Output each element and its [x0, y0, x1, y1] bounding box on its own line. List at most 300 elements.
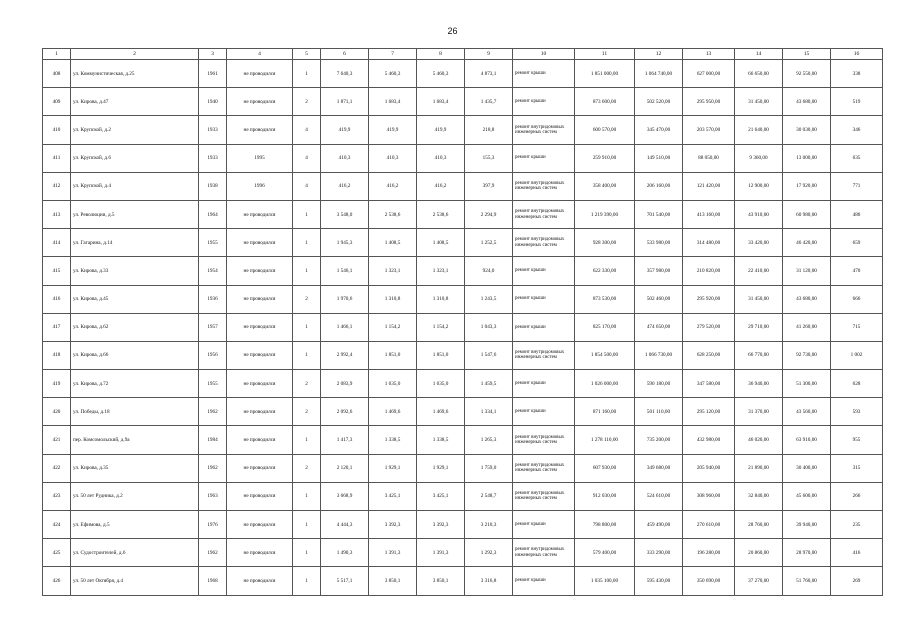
table-cell: 1964: [199, 200, 227, 228]
table-cell: 2: [293, 398, 321, 426]
table-cell: 409: [43, 88, 71, 116]
table-cell: 33 420,00: [735, 229, 783, 257]
table-cell: 315: [831, 454, 883, 482]
table-cell: 279 520,00: [683, 313, 735, 341]
table-cell: 1 391,3: [369, 539, 417, 567]
column-header: 10: [513, 49, 575, 60]
table-cell: 43 680,00: [783, 285, 831, 313]
table-cell: 1 635,0: [369, 370, 417, 398]
table-cell: 4: [293, 172, 321, 200]
table-cell: 1 469,6: [417, 398, 465, 426]
table-cell: 338: [831, 60, 883, 88]
table-cell: 1976: [199, 511, 227, 539]
table-cell: 421: [43, 426, 71, 454]
table-cell: 350 690,00: [683, 567, 735, 595]
table-row: [43, 88, 883, 116]
table-cell: ремонт внутридомовых инженерных систем: [513, 482, 575, 510]
table-cell: 1 338,5: [417, 426, 465, 454]
table-cell: 31 450,00: [735, 285, 783, 313]
table-cell: 1: [293, 511, 321, 539]
table-cell: 1 278 110,00: [575, 426, 635, 454]
table-cell: 45 600,00: [783, 482, 831, 510]
table-cell: ул. Кирова, д.45: [71, 285, 199, 313]
table-cell: 426: [43, 567, 71, 595]
table-cell: 871 160,00: [575, 398, 635, 426]
table-cell: 345 470,00: [635, 116, 683, 144]
table-cell: 7 640,3: [321, 60, 369, 88]
table-cell: ремонт крыши: [513, 567, 575, 595]
housing-repair-table: [42, 48, 883, 596]
table-cell: 1 970,6: [321, 285, 369, 313]
table-cell: 17 920,00: [783, 172, 831, 200]
table-cell: 2 548,7: [465, 482, 513, 510]
table-cell: 210 820,00: [683, 257, 735, 285]
table-cell: не проводился: [227, 511, 293, 539]
table-cell: 314 480,00: [683, 229, 735, 257]
table-cell: 635: [831, 144, 883, 172]
table-cell: 21 890,00: [735, 454, 783, 482]
table-cell: 413: [43, 200, 71, 228]
table-cell: 31 450,00: [735, 88, 783, 116]
table-cell: ремонт крыши: [513, 511, 575, 539]
table-cell: ул. Кирова, д.72: [71, 370, 199, 398]
column-header: 12: [635, 49, 683, 60]
table-cell: 459 490,00: [635, 511, 683, 539]
table-cell: 1954: [199, 257, 227, 285]
table-cell: 628 250,00: [683, 341, 735, 369]
table-cell: пер. Комсомольский, д.9а: [71, 426, 199, 454]
table-cell: 2 083,9: [321, 370, 369, 398]
column-header: 4: [227, 49, 293, 60]
table-cell: ул. Кирова, д.62: [71, 313, 199, 341]
table-cell: 2 538,6: [417, 200, 465, 228]
column-header: 11: [575, 49, 635, 60]
table-cell: 715: [831, 313, 883, 341]
column-header: 7: [369, 49, 417, 60]
table-cell: 46 020,00: [735, 426, 783, 454]
table-cell: 28 760,00: [735, 511, 783, 539]
table-cell: не проводился: [227, 398, 293, 426]
table-row: [43, 539, 883, 567]
table-cell: 1936: [199, 285, 227, 313]
table-cell: 1: [293, 341, 321, 369]
table-cell: 43 560,00: [783, 398, 831, 426]
table-cell: 419,9: [321, 116, 369, 144]
table-cell: ремонт внутридомовых инженерных систем: [513, 200, 575, 228]
table-cell: 30 400,00: [783, 454, 831, 482]
table-cell: 28 970,00: [783, 539, 831, 567]
table-row: [43, 398, 883, 426]
table-cell: 3 850,1: [417, 567, 465, 595]
table-cell: 2: [293, 88, 321, 116]
table-cell: 408: [43, 60, 71, 88]
table-cell: 470: [831, 257, 883, 285]
table-cell: 196 280,00: [683, 539, 735, 567]
table-cell: ремонт крыши: [513, 144, 575, 172]
table-cell: 1 066 730,00: [635, 341, 683, 369]
table-cell: не проводился: [227, 426, 293, 454]
table-cell: 3 392,3: [417, 511, 465, 539]
table-cell: 1 851 000,00: [575, 60, 635, 88]
table-cell: 600 570,00: [575, 116, 635, 144]
table-cell: 1 026 000,00: [575, 370, 635, 398]
table-cell: не проводился: [227, 482, 293, 510]
table-cell: 333 290,00: [635, 539, 683, 567]
table-cell: 31 370,00: [735, 398, 783, 426]
table-cell: 37 270,00: [735, 567, 783, 595]
column-header: 15: [783, 49, 831, 60]
table-cell: ул. Ефимова, д.5: [71, 511, 199, 539]
table-cell: 41 260,00: [783, 313, 831, 341]
table-cell: 412: [43, 172, 71, 200]
table-cell: 2: [293, 285, 321, 313]
table-cell: 480: [831, 200, 883, 228]
table-cell: 417: [43, 313, 71, 341]
table-cell: 4 873,1: [465, 60, 513, 88]
table-cell: ул. Революции, д.5: [71, 200, 199, 228]
table-cell: 3 392,3: [369, 511, 417, 539]
table-cell: 3 425,1: [417, 482, 465, 510]
table-cell: 3 425,1: [369, 482, 417, 510]
table-cell: 593: [831, 398, 883, 426]
table-cell: не проводился: [227, 116, 293, 144]
table-cell: 912 030,00: [575, 482, 635, 510]
table-cell: 771: [831, 172, 883, 200]
table-cell: 1: [293, 200, 321, 228]
table-cell: 2 294,9: [465, 200, 513, 228]
table-cell: 422: [43, 454, 71, 482]
table-cell: 474 650,00: [635, 313, 683, 341]
column-header: 5: [293, 49, 321, 60]
table-cell: 266: [831, 482, 883, 510]
table-cell: 60 980,00: [783, 200, 831, 228]
table-cell: 1 871,1: [321, 88, 369, 116]
table-cell: 22 410,00: [735, 257, 783, 285]
table-cell: 1984: [199, 426, 227, 454]
table-cell: 955: [831, 426, 883, 454]
table-cell: 415: [43, 257, 71, 285]
table-cell: 1 154,2: [417, 313, 465, 341]
table-cell: 1933: [199, 116, 227, 144]
table-cell: ремонт крыши: [513, 370, 575, 398]
table-cell: 21 640,00: [735, 116, 783, 144]
table-row: [43, 511, 883, 539]
table-cell: 533 980,00: [635, 229, 683, 257]
table-row: [43, 341, 883, 369]
table-cell: 1938: [199, 172, 227, 200]
column-header: 6: [321, 49, 369, 60]
table-cell: 2: [293, 370, 321, 398]
table-cell: 1995: [227, 144, 293, 172]
table-cell: 295 950,00: [683, 88, 735, 116]
table-cell: 295 120,00: [683, 398, 735, 426]
table-cell: 1 265,3: [465, 426, 513, 454]
table-cell: 1962: [199, 454, 227, 482]
table-row: [43, 285, 883, 313]
table-cell: 701 540,00: [635, 200, 683, 228]
table-cell: 627 000,00: [683, 60, 735, 88]
table-cell: 1955: [199, 370, 227, 398]
column-header: 3: [199, 49, 227, 60]
table-cell: ремонт внутридомовых инженерных систем: [513, 172, 575, 200]
table-cell: 1 490,3: [321, 539, 369, 567]
table-cell: 259 910,00: [575, 144, 635, 172]
table-cell: 3 668,9: [321, 482, 369, 510]
table-cell: 1: [293, 426, 321, 454]
table-cell: 121 420,00: [683, 172, 735, 200]
table-cell: 66 770,00: [735, 341, 783, 369]
table-cell: 432 980,00: [683, 426, 735, 454]
table-cell: 1 338,5: [369, 426, 417, 454]
table-cell: 5 517,1: [321, 567, 369, 595]
table-cell: ремонт крыши: [513, 88, 575, 116]
table-cell: 1 391,3: [417, 539, 465, 567]
table-cell: 31 120,00: [783, 257, 831, 285]
table-cell: 1956: [199, 341, 227, 369]
table-cell: 2 120,1: [321, 454, 369, 482]
table-cell: 1962: [199, 539, 227, 567]
table-cell: 413 160,00: [683, 200, 735, 228]
table-cell: 519: [831, 88, 883, 116]
table-cell: 1: [293, 567, 321, 595]
table-cell: ремонт внутридомовых инженерных систем: [513, 341, 575, 369]
table-cell: 411: [43, 144, 71, 172]
table-cell: 1 408,5: [369, 229, 417, 257]
table-row: [43, 426, 883, 454]
table-cell: 628: [831, 370, 883, 398]
table-cell: 659: [831, 229, 883, 257]
table-cell: 1 547,6: [465, 341, 513, 369]
column-header: 14: [735, 49, 783, 60]
table-cell: 1 759,0: [465, 454, 513, 482]
table-row: [43, 144, 883, 172]
table-cell: ул. Коммунистическая, д.25: [71, 60, 199, 88]
table-cell: 358 400,00: [575, 172, 635, 200]
table-cell: 155,3: [465, 144, 513, 172]
table-cell: 1 002: [831, 341, 883, 369]
table-cell: 410,3: [417, 144, 465, 172]
table-cell: 5 460,3: [369, 60, 417, 88]
table-row: [43, 229, 883, 257]
table-row: [43, 567, 883, 595]
table-cell: 873 530,00: [575, 285, 635, 313]
table-cell: 295 920,00: [683, 285, 735, 313]
table-cell: ремонт крыши: [513, 257, 575, 285]
table-cell: ул. Кирова, д.33: [71, 257, 199, 285]
table-cell: 43 910,00: [735, 200, 783, 228]
table-cell: 205 940,00: [683, 454, 735, 482]
table-cell: 2 538,6: [369, 200, 417, 228]
table-cell: 9 360,00: [735, 144, 783, 172]
table-cell: 32 840,00: [735, 482, 783, 510]
table-cell: ул. Кирова, д.47: [71, 88, 199, 116]
table-cell: не проводился: [227, 567, 293, 595]
table-cell: 1 851,0: [369, 341, 417, 369]
table-cell: 1 323,1: [369, 257, 417, 285]
table-cell: 1: [293, 257, 321, 285]
table-cell: 1 292,3: [465, 539, 513, 567]
table-cell: 1 929,1: [369, 454, 417, 482]
column-header: 16: [831, 49, 883, 60]
table-cell: не проводился: [227, 229, 293, 257]
table-cell: 666: [831, 285, 883, 313]
table-cell: 410,3: [321, 144, 369, 172]
table-cell: 424: [43, 511, 71, 539]
table-cell: 590 180,00: [635, 370, 683, 398]
table-cell: ремонт крыши: [513, 313, 575, 341]
table-cell: ул. Кирова, д.66: [71, 341, 199, 369]
table-cell: ремонт внутридомовых инженерных систем: [513, 426, 575, 454]
table-cell: 1 408,5: [417, 229, 465, 257]
table-cell: 2 092,6: [321, 398, 369, 426]
table-cell: 1 043,3: [465, 313, 513, 341]
table-cell: 1968: [199, 567, 227, 595]
table-cell: 92 730,00: [783, 341, 831, 369]
table-cell: 347 580,00: [683, 370, 735, 398]
table-cell: 873 600,00: [575, 88, 635, 116]
table-body: [43, 60, 883, 596]
table-cell: 357 980,00: [635, 257, 683, 285]
table-cell: 735 200,00: [635, 426, 683, 454]
table-cell: ул. 50 лет Октября, д.4: [71, 567, 199, 595]
table-cell: 579 400,00: [575, 539, 635, 567]
table-cell: 51 300,00: [783, 370, 831, 398]
table-cell: 1: [293, 60, 321, 88]
table-cell: не проводился: [227, 200, 293, 228]
table-cell: 1 219 390,00: [575, 200, 635, 228]
table-cell: 502 520,00: [635, 88, 683, 116]
table-cell: 149 510,00: [635, 144, 683, 172]
table-cell: 1 929,1: [417, 454, 465, 482]
table-cell: 1 035 100,00: [575, 567, 635, 595]
table-cell: ул. Крупской, д.4: [71, 172, 199, 200]
table-cell: 1961: [199, 60, 227, 88]
table-cell: 1 635,0: [417, 370, 465, 398]
table-cell: 1 854 500,00: [575, 341, 635, 369]
table-cell: ремонт крыши: [513, 60, 575, 88]
table-cell: 92 550,00: [783, 60, 831, 88]
table-cell: 416: [831, 539, 883, 567]
table-cell: 3 316,8: [465, 567, 513, 595]
table-cell: 3 548,0: [321, 200, 369, 228]
table-cell: 502 460,00: [635, 285, 683, 313]
table-cell: 66 650,00: [735, 60, 783, 88]
table-row: [43, 60, 883, 88]
table-cell: не проводился: [227, 454, 293, 482]
table-cell: 1 310,8: [417, 285, 465, 313]
table-cell: ул. Гагарина, д.14: [71, 229, 199, 257]
table-cell: ул. 50 лет Рудника, д.2: [71, 482, 199, 510]
table-cell: не проводился: [227, 539, 293, 567]
table-cell: ремонт крыши: [513, 398, 575, 426]
table-cell: 5 460,3: [417, 60, 465, 88]
table-cell: не проводился: [227, 60, 293, 88]
table-cell: не проводился: [227, 370, 293, 398]
table-cell: 3 210,3: [465, 511, 513, 539]
table-cell: 51 760,00: [783, 567, 831, 595]
table-cell: 397,9: [465, 172, 513, 200]
table-cell: 1 310,8: [369, 285, 417, 313]
table-cell: 2 992,4: [321, 341, 369, 369]
table-cell: 1 323,1: [417, 257, 465, 285]
table-cell: 1940: [199, 88, 227, 116]
table-cell: 1: [293, 482, 321, 510]
table-cell: ул. Крупской, д.2: [71, 116, 199, 144]
table-cell: 270 610,00: [683, 511, 735, 539]
table-header-row: [43, 49, 883, 60]
table-cell: 1 435,7: [465, 88, 513, 116]
table-row: [43, 454, 883, 482]
table-cell: ул. Судостроителей, д.6: [71, 539, 199, 567]
table-cell: 1: [293, 539, 321, 567]
table-cell: 1996: [227, 172, 293, 200]
table-cell: 43 680,00: [783, 88, 831, 116]
table-cell: 416,2: [321, 172, 369, 200]
table-cell: 607 930,00: [575, 454, 635, 482]
table-cell: 1 851,0: [417, 341, 465, 369]
table-cell: 1 252,5: [465, 229, 513, 257]
table-cell: 1933: [199, 144, 227, 172]
table-cell: 1 459,5: [465, 370, 513, 398]
table-cell: 269: [831, 567, 883, 595]
page-number: 26: [447, 26, 458, 36]
table-cell: ремонт внутридомовых инженерных систем: [513, 229, 575, 257]
table-cell: не проводился: [227, 257, 293, 285]
table-cell: 1 546,1: [321, 257, 369, 285]
table-row: [43, 116, 883, 144]
table-cell: 1962: [199, 398, 227, 426]
table-cell: 203 570,00: [683, 116, 735, 144]
table-cell: 924,0: [465, 257, 513, 285]
column-header: 8: [417, 49, 465, 60]
table-row: [43, 200, 883, 228]
table-cell: 206 160,00: [635, 172, 683, 200]
table-cell: не проводился: [227, 341, 293, 369]
table-cell: 419: [43, 370, 71, 398]
table-cell: 1: [293, 313, 321, 341]
table-cell: 1 945,3: [321, 229, 369, 257]
table-cell: 29 710,00: [735, 313, 783, 341]
table-cell: 1957: [199, 313, 227, 341]
table-cell: 349 680,00: [635, 454, 683, 482]
table-cell: 12 900,00: [735, 172, 783, 200]
table-cell: 3 850,1: [369, 567, 417, 595]
table-cell: 524 610,00: [635, 482, 683, 510]
table-cell: ул. Крупской, д.6: [71, 144, 199, 172]
table-cell: 2: [293, 454, 321, 482]
table-cell: 410,3: [369, 144, 417, 172]
table-cell: 39 940,00: [783, 511, 831, 539]
table-row: [43, 313, 883, 341]
table-cell: 46 420,00: [783, 229, 831, 257]
table-cell: 419,9: [417, 116, 465, 144]
table-cell: 595 430,00: [635, 567, 683, 595]
table-cell: 1 154,2: [369, 313, 417, 341]
table-cell: 416,2: [417, 172, 465, 200]
table-cell: 1 243,5: [465, 285, 513, 313]
table-cell: 63 910,00: [783, 426, 831, 454]
table-cell: 420: [43, 398, 71, 426]
table-cell: 622 330,00: [575, 257, 635, 285]
table-cell: 1 334,1: [465, 398, 513, 426]
table-cell: 30 030,00: [783, 116, 831, 144]
table-cell: 1955: [199, 229, 227, 257]
column-header: 9: [465, 49, 513, 60]
table-cell: 1 683,4: [417, 88, 465, 116]
table-cell: 1: [293, 229, 321, 257]
table-cell: 1 417,3: [321, 426, 369, 454]
table-cell: 414: [43, 229, 71, 257]
